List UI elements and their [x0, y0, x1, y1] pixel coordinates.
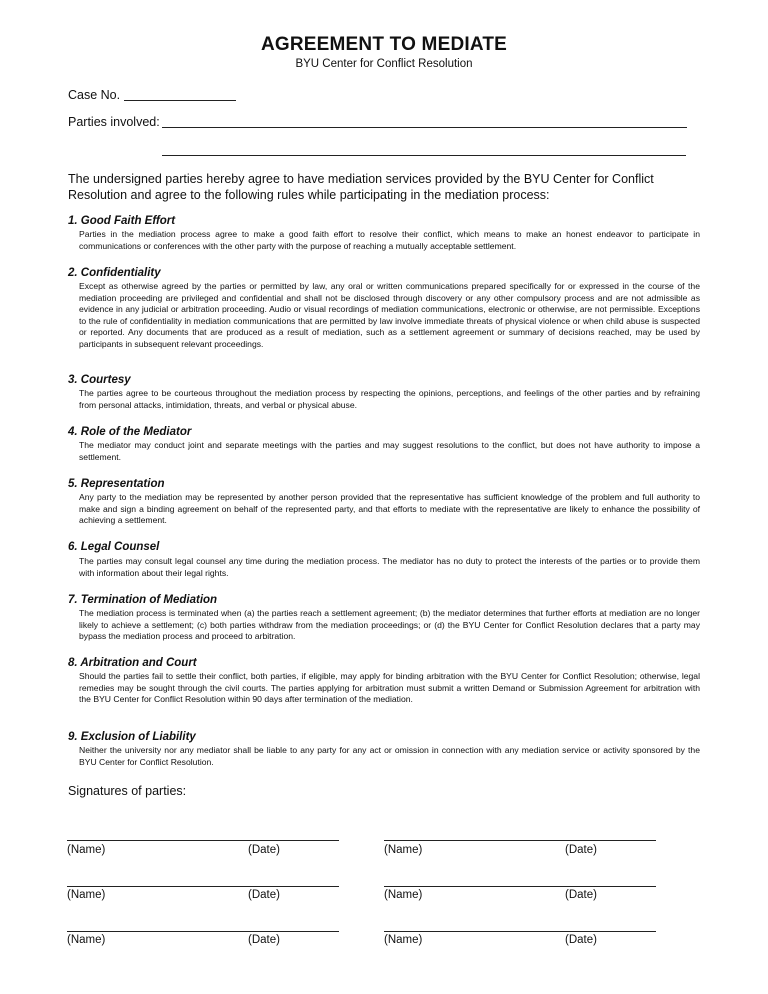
section-body: The mediator may conduct joint and separate meetings with the parties and may suggest resolutions to the conflict, but does not have authority to impose a settlement.	[79, 440, 700, 462]
signature-name-label: (Name)	[67, 844, 106, 856]
signature-name-label: (Name)	[384, 889, 423, 901]
case-number-label: Case No.	[68, 88, 121, 102]
section-body: Neither the university nor any mediator shall be liable to any party for any act or omission in connection with any mediation service or activity sponsored by the BYU Center for Conflict Resolution.	[79, 745, 700, 767]
signature-date-label: (Date)	[248, 934, 280, 946]
signature-date-label: (Date)	[565, 844, 597, 856]
case-number-field[interactable]	[124, 100, 236, 101]
signatures-heading: Signatures of parties:	[68, 784, 187, 798]
signature-line[interactable]	[384, 886, 656, 887]
signature-line[interactable]	[67, 886, 339, 887]
intro-paragraph: The undersigned parties hereby agree to have mediation services provided by the BYU Center for Conflict Resolution and agree to the following rules while participating in the mediation process:	[68, 172, 654, 202]
parties-involved-field-line-2[interactable]	[162, 155, 686, 156]
section-body: Any party to the mediation may be represented by another person provided that the representative has sufficient knowledge of the problem and full authority to make and sign a binding agreement on behalf of the represented party, and that efforts to mediate with the representative are likely to enhance the possibility of achieving a settlement.	[79, 492, 700, 526]
signature-line[interactable]	[384, 840, 656, 841]
signature-name-label: (Name)	[384, 844, 423, 856]
section-body: Except as otherwise agreed by the parties or permitted by law, any oral or written communications prepared specifically for or expressed in the course of the mediation proceeding are privileged and confidential and shall not be disclosed through discovery or any other compulsory process and are not admissible as evidence in any judicial or arbitration proceeding. Audio or visual recordings of mediation communications, electronic or otherwise, are not permissible. Exceptions to the rule of confidentiality in mediation communications that are permitted by law involve immediate threats of physical violence or when child abuse is suspected or reported. Any documents that are produced as a result of mediation, such as a settlement agreement or summary of decisions reached, may be used by participants in subsequent relevant proceedings.	[79, 281, 700, 349]
section-title: 8. Arbitration and Court	[68, 657, 197, 669]
section-title: 1. Good Faith Effort	[68, 215, 176, 227]
section-body: The parties may consult legal counsel any time during the mediation process. The mediator has no duty to protect the interests of the parties or to provide them with information about their legal rights.	[79, 556, 700, 578]
document-subtitle: BYU Center for Conflict Resolution	[295, 58, 473, 70]
section-title: 2. Confidentiality	[68, 267, 161, 279]
signature-line[interactable]	[67, 840, 339, 841]
parties-involved-label: Parties involved:	[68, 115, 160, 129]
signature-name-label: (Name)	[67, 889, 106, 901]
signature-line[interactable]	[67, 931, 339, 932]
signature-date-label: (Date)	[248, 889, 280, 901]
signature-date-label: (Date)	[565, 889, 597, 901]
signature-line[interactable]	[384, 931, 656, 932]
document-title: AGREEMENT TO MEDIATE	[260, 34, 508, 55]
signature-date-label: (Date)	[565, 934, 597, 946]
signature-date-label: (Date)	[248, 844, 280, 856]
section-body: The mediation process is terminated when (a) the parties reach a settlement agreement; (b) the mediator determines that further efforts at mediation are no longer likely to achieve a settlement; (c) both parties withdraw from the mediation proceedings; or (d) the BYU Center for Conflict Resolution declares that a party may bypass the mediation process and proceed to arbitration.	[79, 608, 700, 642]
section-body: Parties in the mediation process agree to make a good faith effort to resolve their conflict, which means to make an honest endeavor to participate in communications or conferences with the other party with the purpose of reaching a mutually acceptable settlement.	[79, 229, 700, 251]
section-title: 4. Role of the Mediator	[68, 426, 192, 438]
parties-involved-field[interactable]	[162, 127, 687, 128]
section-title: 6. Legal Counsel	[68, 541, 160, 553]
section-body: Should the parties fail to settle their conflict, both parties, if eligible, may apply for binding arbitration with the BYU Center for Conflict Resolution; otherwise, legal remedies may be sought through the civil courts. The parties applying for arbitration must submit a written Demand or Submission Agreement for arbitration with the BYU Center for Conflict Resolution within 90 days after termination of the mediation.	[79, 671, 700, 705]
section-body: The parties agree to be courteous throughout the mediation process by respecting the opinions, perceptions, and feelings of the other parties and by refraining from personal attacks, intimidation, threats, and verbal or physical abuse.	[79, 388, 700, 410]
signature-name-label: (Name)	[384, 934, 423, 946]
section-title: 5. Representation	[68, 478, 165, 490]
section-title: 3. Courtesy	[68, 374, 131, 386]
signature-name-label: (Name)	[67, 934, 106, 946]
section-title: 9. Exclusion of Liability	[68, 731, 196, 743]
section-title: 7. Termination of Mediation	[68, 594, 218, 606]
